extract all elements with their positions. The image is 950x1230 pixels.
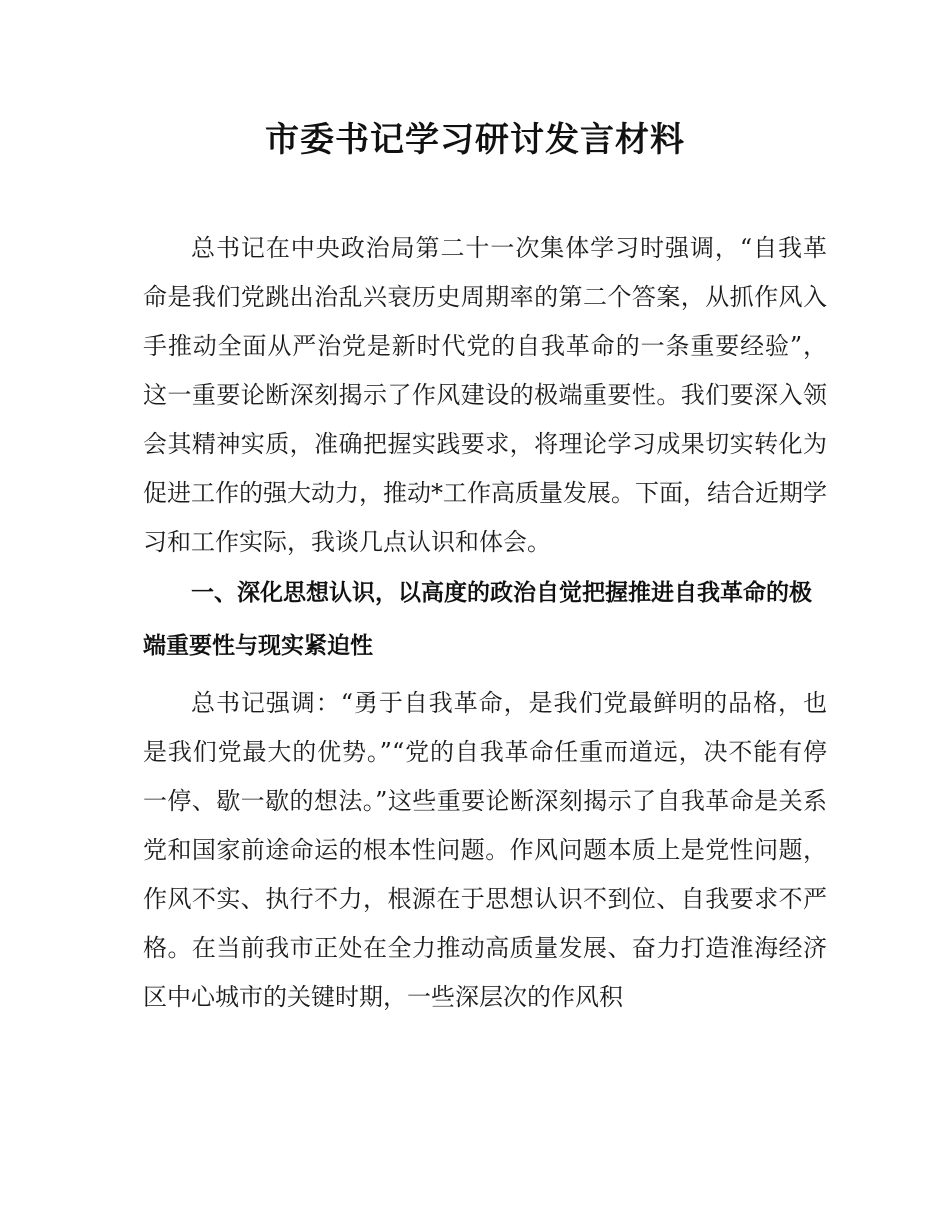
document-body (143, 224, 827, 1022)
document-title: 市委书记学习研讨发言材料 (265, 120, 685, 160)
section-1-heading: 一、深化思想认识，以高度的政治自觉把握推进自我革命的极端重要性与现实紧迫性 (143, 580, 812, 659)
intro-paragraph: 总书记在中央政治局第二十一次集体学习时强调，“自我革命是我们党跳出治乱兴衰历史周期率的第二个答案，从抓作风入手推动全面从严治党是新时代党的自我革命的一条重要经验”，这一重要论断深刻揭示了作风建设的极端重要性。我们要深入领会其精神实质，准确把握实践要求，将理论学习成果切实转化为促进工作的强大动力，推动*工作高质量发展。下面，结合近期学习和工作实际，我谈几点认识和体会。 (143, 234, 827, 556)
section-1-paragraph: 总书记强调：“勇于自我革命，是我们党最鲜明的品格，也是我们党最大的优势。”“党的自我革命任重而道远，决不能有停一停、歇一歇的想法。”这些重要论断深刻揭示了自我革命是关系党和国家前途命运的根本性问题。作风问题本质上是党性问题，作风不实、执行不力，根源在于思想认识不到位、自我要求不严格。在当前我市正处在全力推动高质量发展、奋力打造淮海经济区中心城市的关键时期，一些深层次的作风积 (143, 689, 827, 1011)
